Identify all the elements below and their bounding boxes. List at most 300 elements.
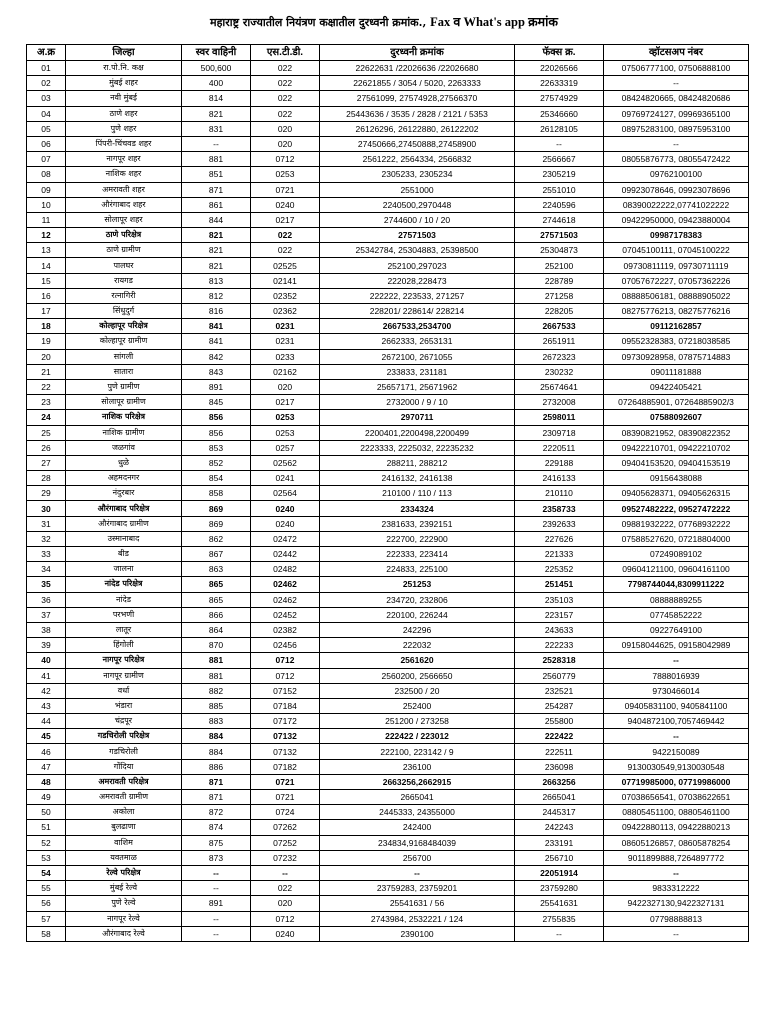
serial-cell: 44 <box>27 714 66 729</box>
fax-cell: 27574929 <box>515 91 604 106</box>
fax-cell: 229188 <box>515 455 604 470</box>
district-cell: पुणे ग्रामीण <box>66 379 182 394</box>
hotline-cell: 864 <box>182 622 251 637</box>
district-cell: सांगली <box>66 349 182 364</box>
std-cell: 0712 <box>251 668 320 683</box>
whatsapp-cell: 07045100111, 07045100222 <box>604 243 749 258</box>
serial-cell: 30 <box>27 501 66 516</box>
table-row <box>27 121 749 136</box>
district-cell: औरंगाबाद रेल्वे <box>66 926 182 941</box>
fax-cell: 228205 <box>515 304 604 319</box>
fax-cell: 2309718 <box>515 425 604 440</box>
whatsapp-cell: 09422405421 <box>604 379 749 394</box>
hotline-cell: 884 <box>182 729 251 744</box>
fax-cell: 25304873 <box>515 243 604 258</box>
serial-cell: 49 <box>27 790 66 805</box>
whatsapp-cell: 09769724127, 09969365100 <box>604 106 749 121</box>
serial-cell: 39 <box>27 638 66 653</box>
hotline-cell: 871 <box>182 774 251 789</box>
serial-cell: 55 <box>27 881 66 896</box>
whatsapp-cell: 09730928958, 07875714883 <box>604 349 749 364</box>
serial-cell: 08 <box>27 167 66 182</box>
serial-cell: 38 <box>27 622 66 637</box>
std-cell: 0712 <box>251 653 320 668</box>
district-cell: अमरावती परिक्षेत्र <box>66 774 182 789</box>
header-row <box>27 45 749 61</box>
hotline-cell: 891 <box>182 379 251 394</box>
fax-cell: 271258 <box>515 288 604 303</box>
table-row <box>27 304 749 319</box>
serial-cell: 46 <box>27 744 66 759</box>
phone-cell: 222333, 223414 <box>320 547 515 562</box>
phone-cell: 27561099, 27574928,27566370 <box>320 91 515 106</box>
phone-cell: 252400 <box>320 698 515 713</box>
std-cell: 0253 <box>251 410 320 425</box>
std-cell: 02456 <box>251 638 320 653</box>
table-row <box>27 790 749 805</box>
whatsapp-cell: 08055876773, 08055472422 <box>604 152 749 167</box>
whatsapp-cell: -- <box>604 865 749 880</box>
table-row <box>27 926 749 941</box>
district-cell: जळगांव <box>66 440 182 455</box>
table-row <box>27 197 749 212</box>
whatsapp-cell: 07038656541, 07038622651 <box>604 790 749 805</box>
table-row <box>27 455 749 470</box>
hotline-cell: 884 <box>182 744 251 759</box>
whatsapp-cell: 08424820665, 08424820686 <box>604 91 749 106</box>
whatsapp-cell: -- <box>604 76 749 91</box>
hotline-cell: 856 <box>182 425 251 440</box>
hotline-cell: 853 <box>182 440 251 455</box>
table-row <box>27 896 749 911</box>
district-cell: नागपूर रेल्वे <box>66 911 182 926</box>
phone-cell: 2560200, 2566650 <box>320 668 515 683</box>
fax-cell: 225352 <box>515 562 604 577</box>
serial-cell: 50 <box>27 805 66 820</box>
hotline-cell: 869 <box>182 516 251 531</box>
title-main: महाराष्ट्र राज्यातील नियंत्रण कक्षातील दुरध्वनी क्रमांक., <box>210 16 427 29</box>
hotline-cell: 872 <box>182 805 251 820</box>
serial-cell: 52 <box>27 835 66 850</box>
phone-cell: 22621855 / 3054 / 5020, 2263333 <box>320 76 515 91</box>
district-cell: यवतमाळ <box>66 850 182 865</box>
serial-cell: 10 <box>27 197 66 212</box>
district-cell: अहमदनगर <box>66 471 182 486</box>
phone-cell: 234834,9168484039 <box>320 835 515 850</box>
table-row <box>27 486 749 501</box>
fax-cell: -- <box>515 926 604 941</box>
district-cell: पालघर <box>66 258 182 273</box>
table-row <box>27 136 749 151</box>
fax-cell: 243633 <box>515 622 604 637</box>
fax-cell: 2665041 <box>515 790 604 805</box>
hotline-cell: 871 <box>182 790 251 805</box>
district-cell: बीड <box>66 547 182 562</box>
serial-cell: 56 <box>27 896 66 911</box>
hotline-cell: 841 <box>182 334 251 349</box>
std-cell: 0724 <box>251 805 320 820</box>
whatsapp-cell: -- <box>604 136 749 151</box>
district-cell: भंडारा <box>66 698 182 713</box>
table-row <box>27 805 749 820</box>
serial-cell: 32 <box>27 531 66 546</box>
fax-cell: 27571503 <box>515 228 604 243</box>
table-row <box>27 547 749 562</box>
hotline-cell: 500,600 <box>182 61 251 76</box>
table-row <box>27 516 749 531</box>
phone-cell: 210100 / 110 / 113 <box>320 486 515 501</box>
serial-cell: 17 <box>27 304 66 319</box>
phone-cell: 2743984, 2532221 / 124 <box>320 911 515 926</box>
district-cell: मुंबई रेल्वे <box>66 881 182 896</box>
std-cell: 02442 <box>251 547 320 562</box>
phone-cell: 232500 / 20 <box>320 683 515 698</box>
std-cell: 020 <box>251 136 320 151</box>
phone-cell: 26126296, 26122880, 26122202 <box>320 121 515 136</box>
whatsapp-cell: 9422327130,9422327131 <box>604 896 749 911</box>
whatsapp-cell: 09422950000, 09423880004 <box>604 212 749 227</box>
phone-cell: -- <box>320 865 515 880</box>
serial-cell: 09 <box>27 182 66 197</box>
fax-cell: 2416133 <box>515 471 604 486</box>
district-cell: गोंदिया <box>66 759 182 774</box>
district-cell: रायगड <box>66 273 182 288</box>
whatsapp-cell: 9130030549,9130030548 <box>604 759 749 774</box>
std-cell: 0240 <box>251 516 320 531</box>
phone-cell: 252100,297023 <box>320 258 515 273</box>
district-cell: नाशिक परिक्षेत्र <box>66 410 182 425</box>
whatsapp-cell: 9422150089 <box>604 744 749 759</box>
whatsapp-cell: 07798888813 <box>604 911 749 926</box>
std-cell: 0241 <box>251 471 320 486</box>
district-cell: गडचिरोली <box>66 744 182 759</box>
whatsapp-cell: -- <box>604 926 749 941</box>
table-row <box>27 440 749 455</box>
district-cell: नागपूर परिक्षेत्र <box>66 653 182 668</box>
district-cell: पुणे रेल्वे <box>66 896 182 911</box>
district-cell: सिंधुदुर्ग <box>66 304 182 319</box>
whatsapp-cell: 07506777100, 07506888100 <box>604 61 749 76</box>
table-row <box>27 61 749 76</box>
district-cell: पिंपरी-चिंचवड शहर <box>66 136 182 151</box>
phone-cell: 25541631 / 56 <box>320 896 515 911</box>
fax-cell: 2240596 <box>515 197 604 212</box>
std-cell: 0240 <box>251 197 320 212</box>
fax-cell: 227626 <box>515 531 604 546</box>
fax-cell: 252100 <box>515 258 604 273</box>
district-cell: हिंगोली <box>66 638 182 653</box>
phone-cell: 25443636 / 3535 / 2828 / 2121 / 5353 <box>320 106 515 121</box>
serial-cell: 43 <box>27 698 66 713</box>
hotline-cell: 883 <box>182 714 251 729</box>
fax-cell: 2672323 <box>515 349 604 364</box>
hotline-cell: 881 <box>182 668 251 683</box>
whatsapp-cell: 09112162857 <box>604 319 749 334</box>
district-cell: नागपूर शहर <box>66 152 182 167</box>
serial-cell: 06 <box>27 136 66 151</box>
table-row <box>27 881 749 896</box>
std-cell: 0240 <box>251 501 320 516</box>
serial-cell: 53 <box>27 850 66 865</box>
hotline-cell: 885 <box>182 698 251 713</box>
std-cell: 02452 <box>251 607 320 622</box>
std-cell: 0231 <box>251 334 320 349</box>
std-cell: 0721 <box>251 774 320 789</box>
phone-cell: 2672100, 2671055 <box>320 349 515 364</box>
district-cell: सोलापूर शहर <box>66 212 182 227</box>
fax-cell: 251451 <box>515 577 604 592</box>
table-row <box>27 91 749 106</box>
phone-cell: 233833, 231181 <box>320 364 515 379</box>
std-cell: 07132 <box>251 729 320 744</box>
phone-cell: 220100, 226244 <box>320 607 515 622</box>
hotline-cell: 865 <box>182 592 251 607</box>
std-cell: 02462 <box>251 592 320 607</box>
district-cell: ठाणे परिक्षेत्र <box>66 228 182 243</box>
whatsapp-cell: -- <box>604 729 749 744</box>
table-row <box>27 668 749 683</box>
fax-cell: 2392633 <box>515 516 604 531</box>
phone-cell: 222032 <box>320 638 515 653</box>
phone-cell: 2334324 <box>320 501 515 516</box>
phone-cell: 2732000 / 9 / 10 <box>320 395 515 410</box>
serial-cell: 58 <box>27 926 66 941</box>
whatsapp-cell: 09422880113, 09422880213 <box>604 820 749 835</box>
hotline-cell: 866 <box>182 607 251 622</box>
serial-cell: 19 <box>27 334 66 349</box>
serial-cell: 01 <box>27 61 66 76</box>
serial-cell: 31 <box>27 516 66 531</box>
std-cell: 02564 <box>251 486 320 501</box>
table-row <box>27 592 749 607</box>
table-row <box>27 729 749 744</box>
hotline-cell: 821 <box>182 243 251 258</box>
hotline-cell: 882 <box>182 683 251 698</box>
fax-cell: 22026566 <box>515 61 604 76</box>
hotline-cell: 813 <box>182 273 251 288</box>
fax-cell: -- <box>515 136 604 151</box>
table-row <box>27 395 749 410</box>
hotline-cell: 852 <box>182 455 251 470</box>
fax-cell: 2551010 <box>515 182 604 197</box>
district-cell: सोलापूर ग्रामीण <box>66 395 182 410</box>
hotline-cell: 821 <box>182 106 251 121</box>
std-cell: 0721 <box>251 182 320 197</box>
serial-cell: 35 <box>27 577 66 592</box>
fax-cell: 230232 <box>515 364 604 379</box>
serial-cell: 48 <box>27 774 66 789</box>
serial-cell: 37 <box>27 607 66 622</box>
phone-cell: 242296 <box>320 622 515 637</box>
phone-cell: 288211, 288212 <box>320 455 515 470</box>
hotline-cell: 881 <box>182 653 251 668</box>
phone-cell: 256700 <box>320 850 515 865</box>
serial-cell: 12 <box>27 228 66 243</box>
std-cell: 022 <box>251 61 320 76</box>
std-cell: 02482 <box>251 562 320 577</box>
table-row <box>27 865 749 880</box>
district-cell: धुळे <box>66 455 182 470</box>
std-cell: 02362 <box>251 304 320 319</box>
whatsapp-cell: 09422210701, 09422210702 <box>604 440 749 455</box>
whatsapp-cell: 07249089102 <box>604 547 749 562</box>
fax-cell: 222422 <box>515 729 604 744</box>
whatsapp-cell: 09881932222, 07768932222 <box>604 516 749 531</box>
std-cell: 0240 <box>251 926 320 941</box>
hotline-cell: 842 <box>182 349 251 364</box>
fax-cell: 228789 <box>515 273 604 288</box>
district-cell: बुलढाणा <box>66 820 182 835</box>
table-row <box>27 622 749 637</box>
serial-cell: 42 <box>27 683 66 698</box>
std-cell: 07172 <box>251 714 320 729</box>
hotline-cell: 861 <box>182 197 251 212</box>
header-std: एस.टी.डी. <box>251 45 320 61</box>
hotline-cell: 886 <box>182 759 251 774</box>
std-cell: 0253 <box>251 425 320 440</box>
table-row <box>27 607 749 622</box>
hotline-cell: 858 <box>182 486 251 501</box>
district-cell: उस्मानाबाद <box>66 531 182 546</box>
table-row <box>27 288 749 303</box>
serial-cell: 28 <box>27 471 66 486</box>
phone-cell: 2200401,2200498,2200499 <box>320 425 515 440</box>
phone-cell: 224833, 225100 <box>320 562 515 577</box>
whatsapp-cell: 09156438088 <box>604 471 749 486</box>
hotline-cell: 814 <box>182 91 251 106</box>
serial-cell: 05 <box>27 121 66 136</box>
serial-cell: 36 <box>27 592 66 607</box>
fax-cell: 26128105 <box>515 121 604 136</box>
serial-cell: 13 <box>27 243 66 258</box>
district-cell: अमरावती ग्रामीण <box>66 790 182 805</box>
serial-cell: 25 <box>27 425 66 440</box>
fax-cell: 25674641 <box>515 379 604 394</box>
district-cell: औरंगाबाद परिक्षेत्र <box>66 501 182 516</box>
hotline-cell: 863 <box>182 562 251 577</box>
whatsapp-cell: 09227649100 <box>604 622 749 637</box>
whatsapp-cell: 09730811119, 09730711119 <box>604 258 749 273</box>
std-cell: 02141 <box>251 273 320 288</box>
header-serial: अ.क्र <box>27 45 66 61</box>
serial-cell: 02 <box>27 76 66 91</box>
whatsapp-cell: 09405628371, 09405626315 <box>604 486 749 501</box>
std-cell: 0257 <box>251 440 320 455</box>
district-cell: मुंबई शहर <box>66 76 182 91</box>
phone-cell: 25342784, 25304883, 25398500 <box>320 243 515 258</box>
fax-cell: 236098 <box>515 759 604 774</box>
whatsapp-cell: 08888506181, 08888905022 <box>604 288 749 303</box>
serial-cell: 29 <box>27 486 66 501</box>
fax-cell: 2744618 <box>515 212 604 227</box>
fax-cell: 235103 <box>515 592 604 607</box>
serial-cell: 45 <box>27 729 66 744</box>
std-cell: 07184 <box>251 698 320 713</box>
std-cell: 07132 <box>251 744 320 759</box>
hotline-cell: -- <box>182 136 251 151</box>
fax-cell: 222511 <box>515 744 604 759</box>
district-cell: रत्नागिरी <box>66 288 182 303</box>
district-cell: औरंगाबाद शहर <box>66 197 182 212</box>
hotline-cell: 869 <box>182 501 251 516</box>
fax-cell: 2755835 <box>515 911 604 926</box>
whatsapp-cell: 09923078646, 09923078696 <box>604 182 749 197</box>
hotline-cell: 870 <box>182 638 251 653</box>
std-cell: 020 <box>251 121 320 136</box>
table-row <box>27 425 749 440</box>
header-fax: फॅक्स क्र. <box>515 45 604 61</box>
fax-cell: 2598011 <box>515 410 604 425</box>
table-row <box>27 410 749 425</box>
fax-cell: 2663256 <box>515 774 604 789</box>
table-row <box>27 653 749 668</box>
district-cell: वर्धा <box>66 683 182 698</box>
phone-cell: 251253 <box>320 577 515 592</box>
table-row <box>27 471 749 486</box>
whatsapp-cell: 09552328383, 07218038585 <box>604 334 749 349</box>
hotline-cell: 854 <box>182 471 251 486</box>
whatsapp-cell: 09762100100 <box>604 167 749 182</box>
fax-cell: 221333 <box>515 547 604 562</box>
phone-cell: 2561222, 2564334, 2566832 <box>320 152 515 167</box>
district-cell: नांदेड परिक्षेत्र <box>66 577 182 592</box>
fax-cell: 2560779 <box>515 668 604 683</box>
whatsapp-cell: 08390821952, 08390822352 <box>604 425 749 440</box>
table-row <box>27 562 749 577</box>
hotline-cell: 841 <box>182 319 251 334</box>
phone-cell: 222422 / 223012 <box>320 729 515 744</box>
phone-cell: 2305233, 2305234 <box>320 167 515 182</box>
fax-cell: 2667533 <box>515 319 604 334</box>
phone-cell: 222028,228473 <box>320 273 515 288</box>
hotline-cell: 821 <box>182 228 251 243</box>
hotline-cell: 867 <box>182 547 251 562</box>
hotline-cell: 871 <box>182 182 251 197</box>
std-cell: 0233 <box>251 349 320 364</box>
contacts-table <box>26 44 749 942</box>
phone-cell: 222700, 222900 <box>320 531 515 546</box>
whatsapp-cell: 7798744044,8309911222 <box>604 577 749 592</box>
fax-cell: 210110 <box>515 486 604 501</box>
phone-cell: 228201/ 228614/ 228214 <box>320 304 515 319</box>
table-row <box>27 835 749 850</box>
std-cell: 020 <box>251 896 320 911</box>
table-row <box>27 349 749 364</box>
std-cell: 0231 <box>251 319 320 334</box>
table-body <box>27 61 749 942</box>
phone-cell: 2445333, 24355000 <box>320 805 515 820</box>
table-row <box>27 76 749 91</box>
fax-cell: 2651911 <box>515 334 604 349</box>
district-cell: कोल्हापूर ग्रामीण <box>66 334 182 349</box>
fax-cell: 23759280 <box>515 881 604 896</box>
std-cell: 022 <box>251 106 320 121</box>
district-cell: परभणी <box>66 607 182 622</box>
title-suffix: Fax व What's app क्रमांक <box>430 15 558 29</box>
serial-cell: 15 <box>27 273 66 288</box>
district-cell: अमरावती शहर <box>66 182 182 197</box>
table-row <box>27 698 749 713</box>
std-cell: 07232 <box>251 850 320 865</box>
phone-cell: 2665041 <box>320 790 515 805</box>
serial-cell: 41 <box>27 668 66 683</box>
fax-cell: 254287 <box>515 698 604 713</box>
district-cell: नवी मुंबई <box>66 91 182 106</box>
district-cell: ठाणे शहर <box>66 106 182 121</box>
table-row <box>27 106 749 121</box>
district-cell: नाशिक ग्रामीण <box>66 425 182 440</box>
serial-cell: 14 <box>27 258 66 273</box>
